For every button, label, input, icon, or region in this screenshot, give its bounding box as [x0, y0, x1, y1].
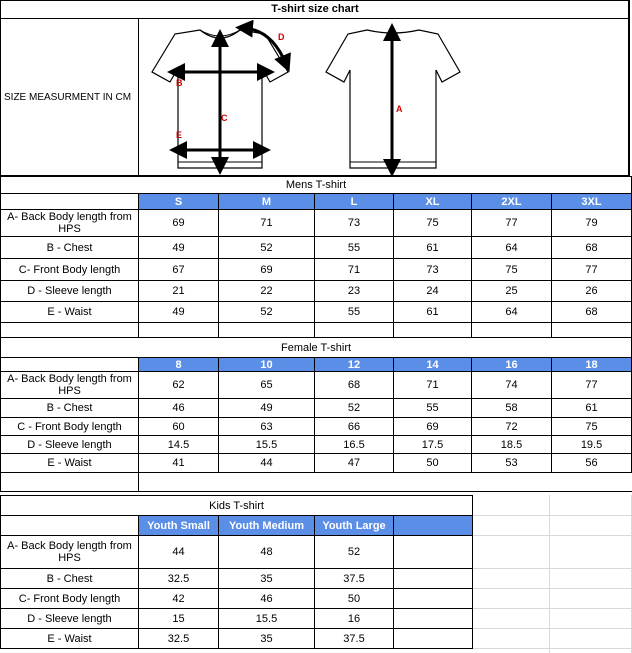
tshirt-diagram [140, 20, 470, 175]
cell: 48 [219, 536, 315, 569]
cell: 49 [139, 237, 219, 259]
row-label: E - Waist [1, 302, 139, 323]
table-row [1, 302, 632, 323]
cell: 32.5 [139, 629, 219, 649]
row-label: C- Front Body length [1, 589, 139, 609]
row-label: B - Chest [1, 569, 139, 589]
cell: 75 [394, 210, 472, 237]
cell: 15.5 [219, 436, 315, 454]
table-row [1, 454, 632, 473]
cell: 44 [219, 454, 315, 473]
size-header: 2XL [472, 194, 552, 210]
mens-table [0, 176, 632, 338]
cell: 58 [472, 399, 552, 418]
table-row [1, 629, 473, 649]
label-e: E [176, 130, 183, 140]
grid-line [471, 515, 632, 516]
cell: 50 [394, 454, 472, 473]
cell: 68 [315, 372, 394, 399]
cell: 16.5 [315, 436, 394, 454]
cell: 74 [472, 372, 552, 399]
grid-line [471, 648, 632, 649]
row-label: D - Sleeve length [1, 281, 139, 302]
label-a: A [396, 104, 403, 114]
cell: 49 [139, 302, 219, 323]
size-header: Youth Small [139, 516, 219, 536]
cell: 62 [139, 372, 219, 399]
cell: 35 [219, 629, 315, 649]
cell: 41 [139, 454, 219, 473]
cell: 49 [219, 399, 315, 418]
cell: 55 [315, 302, 394, 323]
size-header: XL [394, 194, 472, 210]
label-c: C [221, 113, 228, 123]
cell: 61 [394, 302, 472, 323]
cell: 15.5 [219, 609, 315, 629]
row-label: A- Back Body length from HPS [1, 372, 139, 399]
divider [138, 18, 139, 176]
cell: 77 [552, 259, 632, 281]
grid-line [471, 568, 632, 569]
cell: 68 [552, 237, 632, 259]
cell: 21 [139, 281, 219, 302]
size-header: 16 [472, 358, 552, 372]
mens-title: Mens T-shirt [1, 177, 632, 194]
cell: 75 [472, 259, 552, 281]
cell: 71 [219, 210, 315, 237]
cell: 69 [394, 418, 472, 436]
table-row [1, 536, 473, 569]
cell: 61 [552, 399, 632, 418]
cell: 56 [552, 454, 632, 473]
cell: 71 [394, 372, 472, 399]
cell: 79 [552, 210, 632, 237]
grid-line [471, 628, 632, 629]
grid-line [471, 608, 632, 609]
size-header: M [219, 194, 315, 210]
table-row [1, 418, 632, 436]
cell: 52 [219, 302, 315, 323]
cell: 44 [139, 536, 219, 569]
cell: 19.5 [552, 436, 632, 454]
size-header: 14 [394, 358, 472, 372]
table-row [1, 399, 632, 418]
table-row [1, 589, 473, 609]
cell: 52 [315, 536, 394, 569]
cell: 66 [315, 418, 394, 436]
cell: 46 [219, 589, 315, 609]
row-label: B - Chest [1, 237, 139, 259]
cell: 77 [552, 372, 632, 399]
cell: 25 [472, 281, 552, 302]
size-header: 3XL [552, 194, 632, 210]
size-header: 18 [552, 358, 632, 372]
cell: 42 [139, 589, 219, 609]
label-d: D [278, 32, 285, 42]
measurement-label: SIZE MEASURMENT IN CM [4, 92, 132, 103]
size-header: Youth Large [315, 516, 394, 536]
cell: 65 [219, 372, 315, 399]
cell: 50 [315, 589, 394, 609]
table-row [1, 436, 632, 454]
cell: 73 [394, 259, 472, 281]
cell: 52 [315, 399, 394, 418]
cell: 64 [472, 302, 552, 323]
kids-title: Kids T-shirt [1, 496, 473, 516]
header-corner [1, 516, 139, 536]
cell: 18.5 [472, 436, 552, 454]
row-label: C- Front Body length [1, 259, 139, 281]
table-row [1, 237, 632, 259]
cell: 77 [472, 210, 552, 237]
cell: 73 [315, 210, 394, 237]
table-row [1, 569, 473, 589]
size-header: 12 [315, 358, 394, 372]
table-row [1, 372, 632, 399]
kids-table [0, 495, 473, 649]
cell: 35 [219, 569, 315, 589]
cell: 64 [472, 237, 552, 259]
header-corner [1, 194, 139, 210]
grid-line [471, 588, 632, 589]
row-label: D - Sleeve length [1, 609, 139, 629]
row-label: A- Back Body length from HPS [1, 536, 139, 569]
cell: 52 [219, 237, 315, 259]
cell: 17.5 [394, 436, 472, 454]
cell: 72 [472, 418, 552, 436]
spacer-row [1, 473, 632, 492]
cell: 69 [219, 259, 315, 281]
row-label: B - Chest [1, 399, 139, 418]
divider [0, 18, 630, 19]
mens-size-header [1, 194, 632, 210]
size-header: S [139, 194, 219, 210]
label-b: B [176, 78, 183, 88]
size-header: Youth Medium [219, 516, 315, 536]
size-header: L [315, 194, 394, 210]
table-row [1, 609, 473, 629]
female-title: Female T-shirt [1, 338, 632, 358]
cell: 61 [394, 237, 472, 259]
cell: 22 [219, 281, 315, 302]
row-label: E - Waist [1, 629, 139, 649]
cell: 47 [315, 454, 394, 473]
cell: 37.5 [315, 569, 394, 589]
cell: 53 [472, 454, 552, 473]
cell: 63 [219, 418, 315, 436]
cell: 23 [315, 281, 394, 302]
row-label: C - Front Body length [1, 418, 139, 436]
cell: 14.5 [139, 436, 219, 454]
header-empty [394, 516, 473, 536]
cell: 67 [139, 259, 219, 281]
cell: 55 [394, 399, 472, 418]
row-label: D - Sleeve length [1, 436, 139, 454]
cell: 32.5 [139, 569, 219, 589]
size-header: 8 [139, 358, 219, 372]
page-title: T-shirt size chart [271, 3, 359, 15]
table-row [1, 210, 632, 237]
cell: 75 [552, 418, 632, 436]
spacer-row [1, 323, 632, 338]
cell: 15 [139, 609, 219, 629]
kids-size-header [1, 516, 473, 536]
cell: 37.5 [315, 629, 394, 649]
size-header: 10 [219, 358, 315, 372]
female-size-header [1, 358, 632, 372]
cell: 46 [139, 399, 219, 418]
row-label: E - Waist [1, 454, 139, 473]
grid-line [471, 535, 632, 536]
female-table [0, 337, 632, 492]
table-row [1, 259, 632, 281]
grid-line [549, 495, 550, 653]
cell: 68 [552, 302, 632, 323]
row-label: A- Back Body length from HPS [1, 210, 139, 237]
table-row [1, 281, 632, 302]
cell: 26 [552, 281, 632, 302]
cell: 55 [315, 237, 394, 259]
cell: 69 [139, 210, 219, 237]
cell: 16 [315, 609, 394, 629]
header-corner [1, 358, 139, 372]
cell: 71 [315, 259, 394, 281]
cell: 24 [394, 281, 472, 302]
cell: 60 [139, 418, 219, 436]
